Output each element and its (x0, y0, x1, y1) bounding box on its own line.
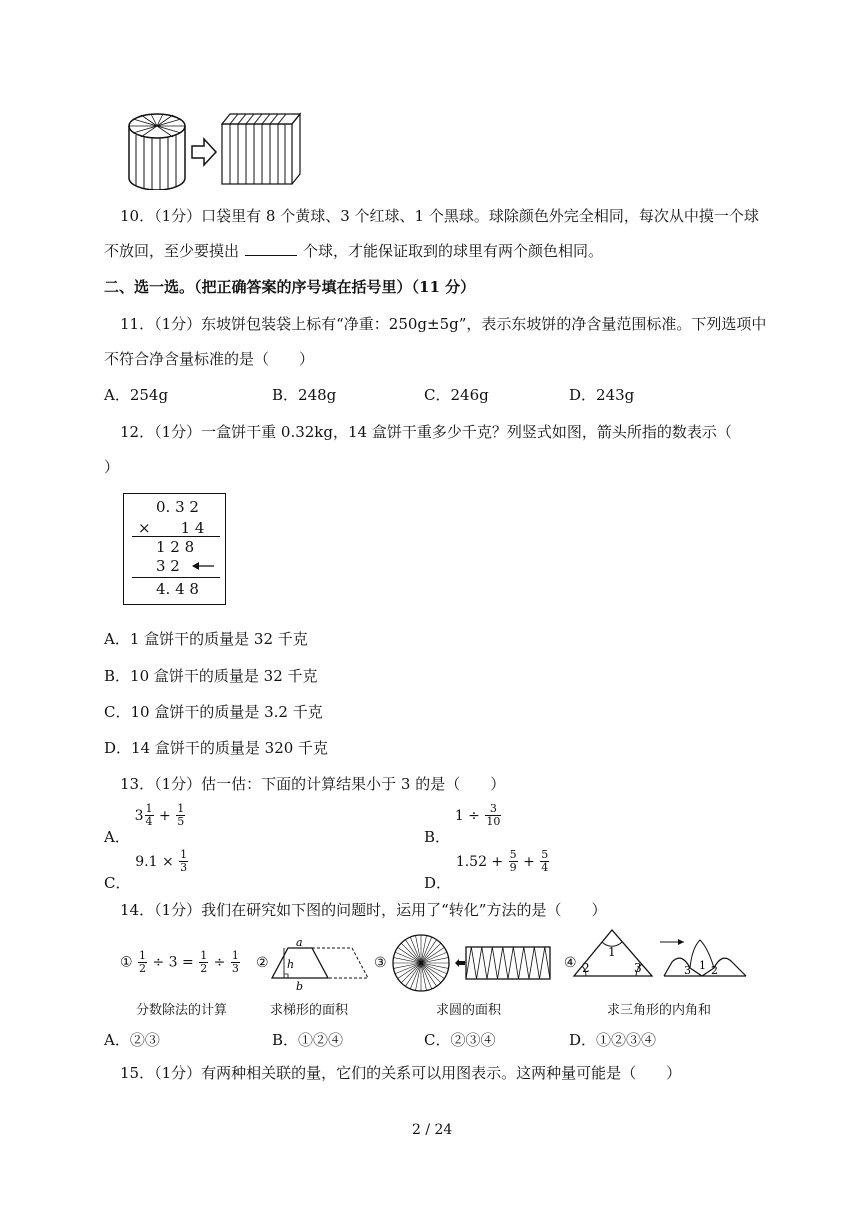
q13-a-frac1-den: 4 (145, 815, 153, 828)
q13-option-a-label: A． (104, 827, 130, 846)
q14-caption-2: 求梯形的面积 (270, 1003, 349, 1018)
q10-line1: 10．（1分）口袋里有 8 个黄球、3 个红球、1 个黑球。球除颜色外完全相同，每次从中摸一个球 (120, 207, 759, 225)
calc-row-2: × 1 4 (138, 519, 205, 537)
q14-fig1-op2: ÷ (213, 954, 226, 971)
q13-b-frac1-num: 3 (485, 803, 501, 816)
q14-option-c[interactable]: C．②③④ (424, 1031, 496, 1049)
q14-option-a[interactable]: A．②③ (104, 1031, 160, 1049)
q11-option-a[interactable]: A．254g (104, 386, 169, 404)
q10-line2 (104, 240, 603, 261)
calc-row-1: 0. 3 2 (156, 498, 199, 516)
q13-a-op: + (159, 807, 171, 824)
q13-option-d[interactable] (424, 848, 550, 892)
calc-row-4: 3 2 (156, 557, 180, 575)
page-number: 2 / 24 (412, 1122, 453, 1138)
q13-option-d-expr (455, 848, 550, 874)
cylinder-transform-figure (126, 108, 306, 190)
q14-figure-2-trapezoid (268, 938, 368, 992)
q14-fig3-number: ③ (374, 955, 387, 971)
q13-d-frac2 (540, 849, 549, 874)
q13-option-c[interactable] (104, 848, 189, 892)
q14-option-b[interactable]: B．①②④ (272, 1031, 344, 1049)
q11-option-d[interactable]: D．243g (569, 386, 635, 404)
q14-figure-3-circle (391, 933, 551, 993)
q14-fig1-frac-c-den: 3 (231, 962, 239, 975)
q13-c-pre: 9.1 × (135, 853, 174, 870)
q13-option-b[interactable] (424, 802, 502, 846)
q10-answer-blank[interactable] (245, 241, 297, 256)
q10-text-a: 不放回，至少要摸出 (104, 242, 240, 260)
q14-fig1-frac-b-num: 1 (200, 949, 208, 962)
q14-fig4-angle-2: 2 (582, 961, 590, 975)
q14-caption-3: 求圆的面积 (436, 1003, 502, 1018)
q13-a-frac1 (145, 803, 154, 828)
q14-fig4-angle-3: 3 (634, 961, 642, 975)
calc-row-3: 1 2 8 (156, 538, 195, 556)
q11-line2: 不符合净含量标准的是（ ） (104, 350, 315, 368)
q13-option-b-expr (454, 802, 503, 828)
q14-fig1-frac-a (138, 950, 147, 975)
q13-a-frac2-num: 1 (177, 802, 185, 815)
q13-c-frac1-num: 1 (180, 848, 188, 861)
q12-option-a[interactable]: A．1 盒饼干的质量是 32 千克 (104, 630, 308, 648)
q13-d-frac2-num: 5 (541, 848, 549, 861)
q13-c-frac1-den: 3 (180, 861, 188, 874)
section-2-heading: 二、选一选。（把正确答案的序号填在括号里）（11 分） (104, 278, 476, 296)
q14-fig1-number: ① (120, 954, 133, 971)
circle-sector-line (401, 943, 421, 963)
q13-option-a-expr (134, 802, 187, 828)
q13-b-pre: 1 ÷ (454, 807, 480, 824)
circle-sector-line (401, 963, 421, 983)
q14-fig4-moved-angle-1: 1 (699, 959, 706, 972)
q13-option-a[interactable] (104, 802, 186, 846)
q13-option-b-label: B． (424, 827, 451, 846)
q12-option-b[interactable]: B．10 盒饼干的质量是 32 千克 (104, 667, 318, 685)
q13-d-pre: 1.52 + (455, 853, 504, 870)
q14-fig1-frac-b (199, 950, 208, 975)
q14-fig1-frac-a-den: 2 (139, 962, 147, 975)
q14-fig4-moved-angle-3: 3 (684, 964, 691, 977)
calc-divider-1 (132, 536, 220, 537)
q13-question: 13．（1分）估一估：下面的计算结果小于 3 的是（ ） (120, 775, 506, 793)
q14-caption-4: 求三角形的内角和 (607, 1003, 712, 1018)
q12-option-c[interactable]: C．10 盒饼干的质量是 3.2 千克 (104, 703, 323, 721)
circle-sector-line (421, 943, 441, 963)
q13-d-frac2-den: 4 (541, 861, 549, 874)
q12-line2: ） (104, 458, 120, 476)
left-arrow-icon (190, 560, 216, 572)
calc-divider-2 (132, 577, 220, 578)
q14-fig4-moved-angle-2: 2 (711, 964, 718, 977)
q14-fig1-frac-c (231, 950, 240, 975)
q13-a-whole: 3 (134, 807, 144, 824)
q13-d-frac1-den: 9 (509, 861, 517, 874)
q14-fig2-label-h: h (287, 958, 295, 971)
vertical-multiplication-box (123, 493, 226, 605)
q14-figure-1 (120, 950, 241, 975)
q13-b-frac1 (485, 803, 501, 828)
q13-option-d-label: D． (424, 873, 452, 892)
q14-fig4-angle-1: 1 (608, 945, 616, 959)
q11-option-c[interactable]: C．246g (424, 386, 489, 404)
q14-fig4-number: ④ (564, 955, 577, 971)
q13-a-frac1-num: 1 (145, 802, 153, 815)
q13-d-op: + (523, 853, 535, 870)
q11-option-b[interactable]: B．248g (272, 386, 337, 404)
q13-option-c-label: C． (104, 873, 131, 892)
calc-row-5: 4. 4 8 (156, 580, 199, 598)
q14-figure-4-triangle (572, 926, 748, 982)
q14-fig2-number: ② (256, 955, 269, 971)
q12-line1: 12．（1分）一盒饼干重 0.32kg，14 盒饼干重多少千克？列竖式如图，箭头所指的数表示（ (120, 423, 732, 441)
q13-d-frac1-num: 5 (509, 848, 517, 861)
circle-sector-line (421, 963, 441, 983)
q14-fig2-label-b: b (296, 980, 304, 992)
q10-text-b: 个球，才能保证取到的球里有两个颜色相同。 (303, 242, 604, 260)
q11-line1: 11．（1分）东坡饼包装袋上标有“净重：250g±5g”，表示东坡饼的净含量范围标准。下列选项中 (120, 315, 767, 333)
q14-question: 14．（1分）我们在研究如下图的问题时，运用了“转化”方法的是（ ） (120, 901, 607, 919)
q14-fig1-op1: ÷ 3 = (152, 954, 194, 971)
q13-a-frac2 (176, 803, 185, 828)
q14-option-d[interactable]: D．①②③④ (569, 1031, 657, 1049)
q12-option-d[interactable]: D．14 盒饼干的质量是 320 千克 (104, 739, 329, 757)
q14-fig2-label-a: a (296, 938, 303, 949)
q15-question: 15．（1分）有两种相关联的量，它们的关系可以用图表示。这两种量可能是（ ） (120, 1064, 682, 1082)
q13-option-c-expr (135, 848, 189, 874)
q13-d-frac1 (509, 849, 518, 874)
q13-c-frac1 (179, 849, 188, 874)
q13-a-frac2-den: 5 (177, 815, 185, 828)
q14-fig1-frac-a-num: 1 (139, 949, 147, 962)
q14-fig1-frac-b-den: 2 (200, 962, 208, 975)
q14-caption-1: 分数除法的计算 (136, 1003, 228, 1018)
q14-fig1-frac-c-num: 1 (231, 949, 239, 962)
q13-b-frac1-den: 10 (486, 815, 501, 828)
